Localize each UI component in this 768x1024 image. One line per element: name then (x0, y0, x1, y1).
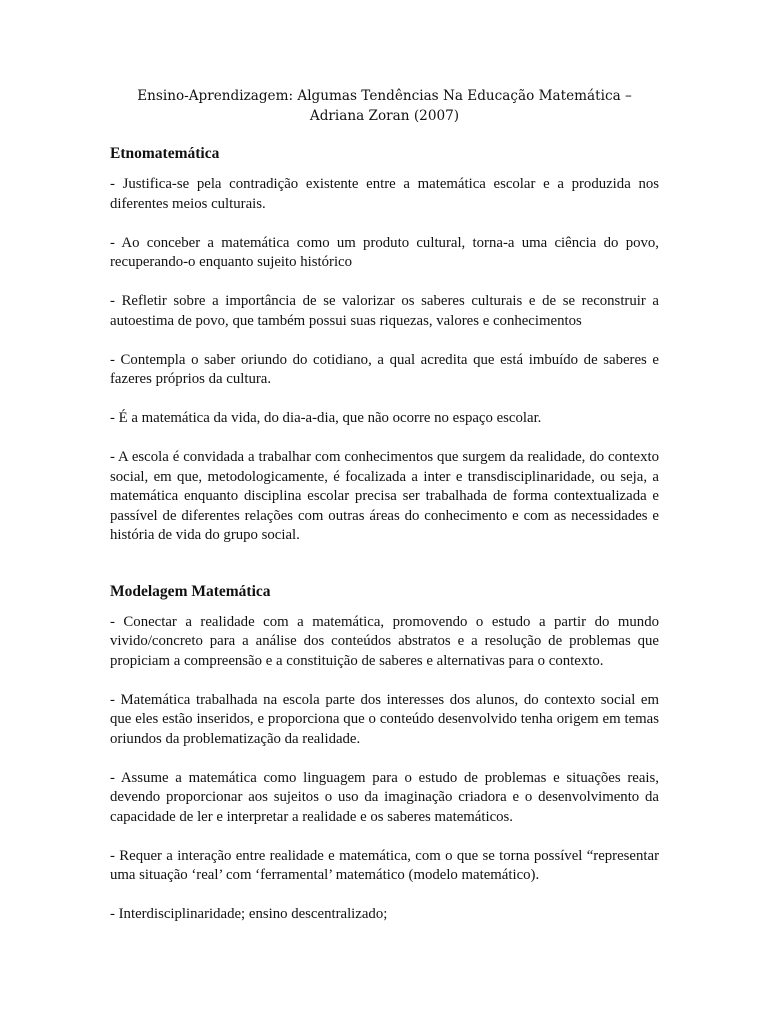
etnomatematica-paragraphs (110, 175, 659, 546)
paragraph: - Conectar a realidade com a matemática, promovendo o estudo a partir do mundo vivido/concreto para a análise dos conteúdos abstratos e a resolução de problemas que propiciam a compreensão e a constituição de saberes e alternativas para o contexto. (110, 613, 659, 669)
modelagem-paragraphs (110, 613, 659, 925)
section-heading-etnomatematica: Etnomatemática (110, 145, 220, 162)
paragraph: - Refletir sobre a importância de se valorizar os saberes culturais e de se reconstruir a autoestima de povo, que também possui suas riquezas, valores e conhecimentos (110, 293, 659, 329)
paragraph: - A escola é convidada a trabalhar com conhecimentos que surgem da realidade, do contexto social, em que, metodologicamente, é focalizada a inter e transdisciplinaridade, ou seja, a matemática enquanto disciplina escolar precisa ser trabalhada de forma contextualizada e passível de diferentes relações com outras áreas do conhecimento e com as necessidades e história de vida do grupo social. (110, 449, 659, 543)
paragraph: - É a matemática da vida, do dia-a-dia, que não ocorre no espaço escolar. (110, 410, 542, 426)
section-heading-modelagem-matematica: Modelagem Matemática (110, 582, 271, 600)
paragraph: - Matemática trabalhada na escola parte dos interesses dos alunos, do contexto social em que eles estão inseridos, e proporciona que o conteúdo desenvolvido tenha origem em temas oriundos da problematização da realidade. (110, 691, 659, 747)
paragraph: - Requer a interação entre realidade e matemática, com o que se torna possível “representar uma situação ‘real’ com ‘ferramental’ matemático (modelo matemático). (110, 847, 659, 883)
paragraph: - Contempla o saber oriundo do cotidiano, a qual acredita que está imbuído de saberes e fazeres próprios da cultura. (110, 351, 659, 387)
paragraph: - Justifica-se pela contradição existente entre a matemática escolar e a produzida nos diferentes meios culturais. (110, 176, 659, 212)
paragraph: - Assume a matemática como linguagem para o estudo de problemas e situações reais, devendo proporcionar aos sujeitos o uso da imaginação criadora e o desenvolvimento da capacidade de ler e interpretar a realidade e os saberes matemáticos. (110, 769, 659, 825)
document-page (110, 86, 659, 925)
document-title: Ensino-Aprendizagem: Algumas Tendências Na Educação Matemática – Adriana Zoran (2007) (137, 88, 632, 124)
paragraph: - Ao conceber a matemática como um produto cultural, torna-a uma ciência do povo, recuperando-o enquanto sujeito histórico (110, 234, 659, 270)
paragraph: - Interdisciplinaridade; ensino descentralizado; (110, 906, 388, 922)
